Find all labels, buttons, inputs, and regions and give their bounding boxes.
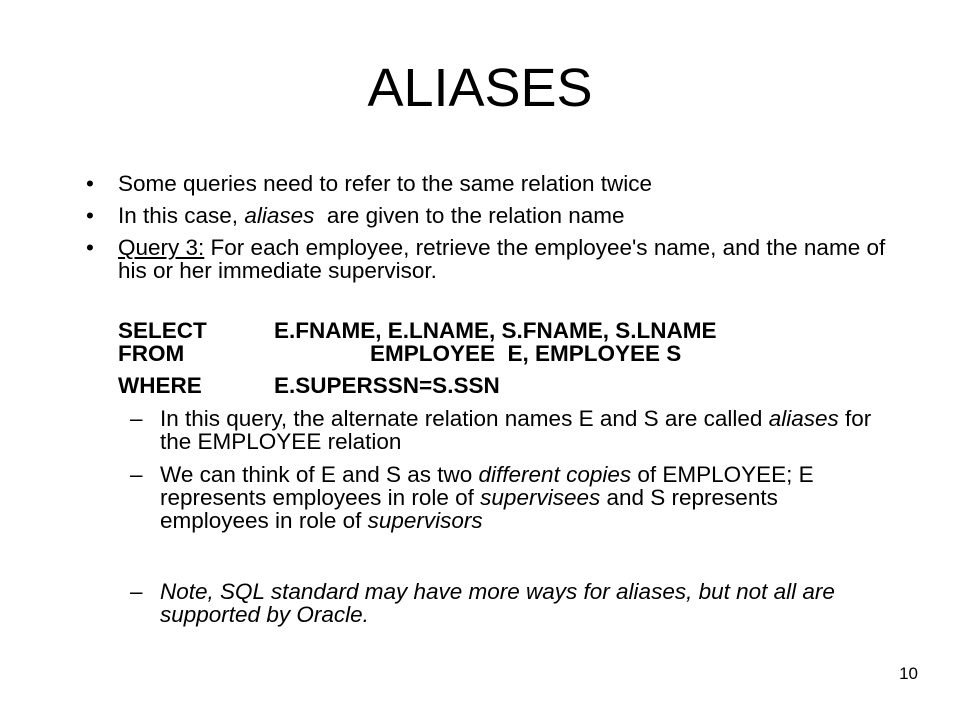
sql-from-value: EMPLOYEE E, EMPLOYEE S: [370, 341, 682, 366]
subpoint-3: [130, 580, 890, 626]
slide-title: ALIASES: [367, 58, 593, 118]
sql-from-keyword: FROM: [118, 341, 185, 366]
bullet-1-text: Some queries need to refer to the same relation twice: [118, 171, 653, 196]
dash-icon: –: [130, 462, 143, 487]
subpoint-1-text-a: In this query, the alternate relation names E and S are called: [160, 406, 769, 431]
subpoint-2: [130, 463, 890, 532]
subpoint-2-em-b: supervisees: [480, 485, 601, 510]
bullet-2-pre: In this case,: [118, 203, 245, 228]
subpoint-2-text-b: of EMPLOYEE; E represents employees in role of: [160, 462, 814, 510]
sql-select-value: E.FNAME, E.LNAME, S.FNAME, S.LNAME: [274, 318, 717, 343]
bullet-dot-icon: •: [86, 171, 94, 196]
subpoint-2-text-c: and S represents employees in role of: [160, 485, 778, 533]
subpoint-1-em: aliases: [768, 406, 839, 431]
sql-where-value: E.SUPERSSN=S.SSN: [274, 373, 500, 398]
bullet-list: [86, 172, 906, 291]
subpoint-3-em: Note, SQL standard may have more ways for aliases, but not all are supported by Oracle.: [160, 579, 835, 627]
query-label: Query 3:: [118, 235, 205, 260]
bullet-1: [86, 172, 906, 195]
page-number: 10: [899, 664, 918, 683]
bullet-3-text: For each employee, retrieve the employee's name, and the name of his or her immediate supervisor.: [118, 235, 886, 283]
sql-select-line: [118, 319, 717, 342]
bullet-3: [86, 236, 906, 282]
subpoint-2-em-c: supervisors: [367, 508, 483, 533]
bullet-2-post: are given to the relation name: [314, 203, 625, 228]
dash-icon: –: [130, 406, 143, 431]
sql-select-keyword: SELECT: [118, 318, 207, 343]
subpoint-2-text-a: We can think of E and S as two: [160, 462, 479, 487]
bullet-dot-icon: •: [86, 235, 94, 260]
bullet-2: [86, 204, 906, 227]
subpoint-1: [130, 407, 890, 453]
bullet-dot-icon: •: [86, 203, 94, 228]
bullet-2-em: aliases: [244, 203, 315, 228]
dash-icon: –: [130, 579, 143, 604]
sql-where-keyword: WHERE: [118, 373, 202, 398]
sql-from-line: [118, 342, 681, 365]
subpoint-1-text-b: for the EMPLOYEE relation: [160, 406, 872, 454]
sql-where-line: [118, 374, 500, 397]
subpoint-2-em-a: different copies: [478, 462, 632, 487]
